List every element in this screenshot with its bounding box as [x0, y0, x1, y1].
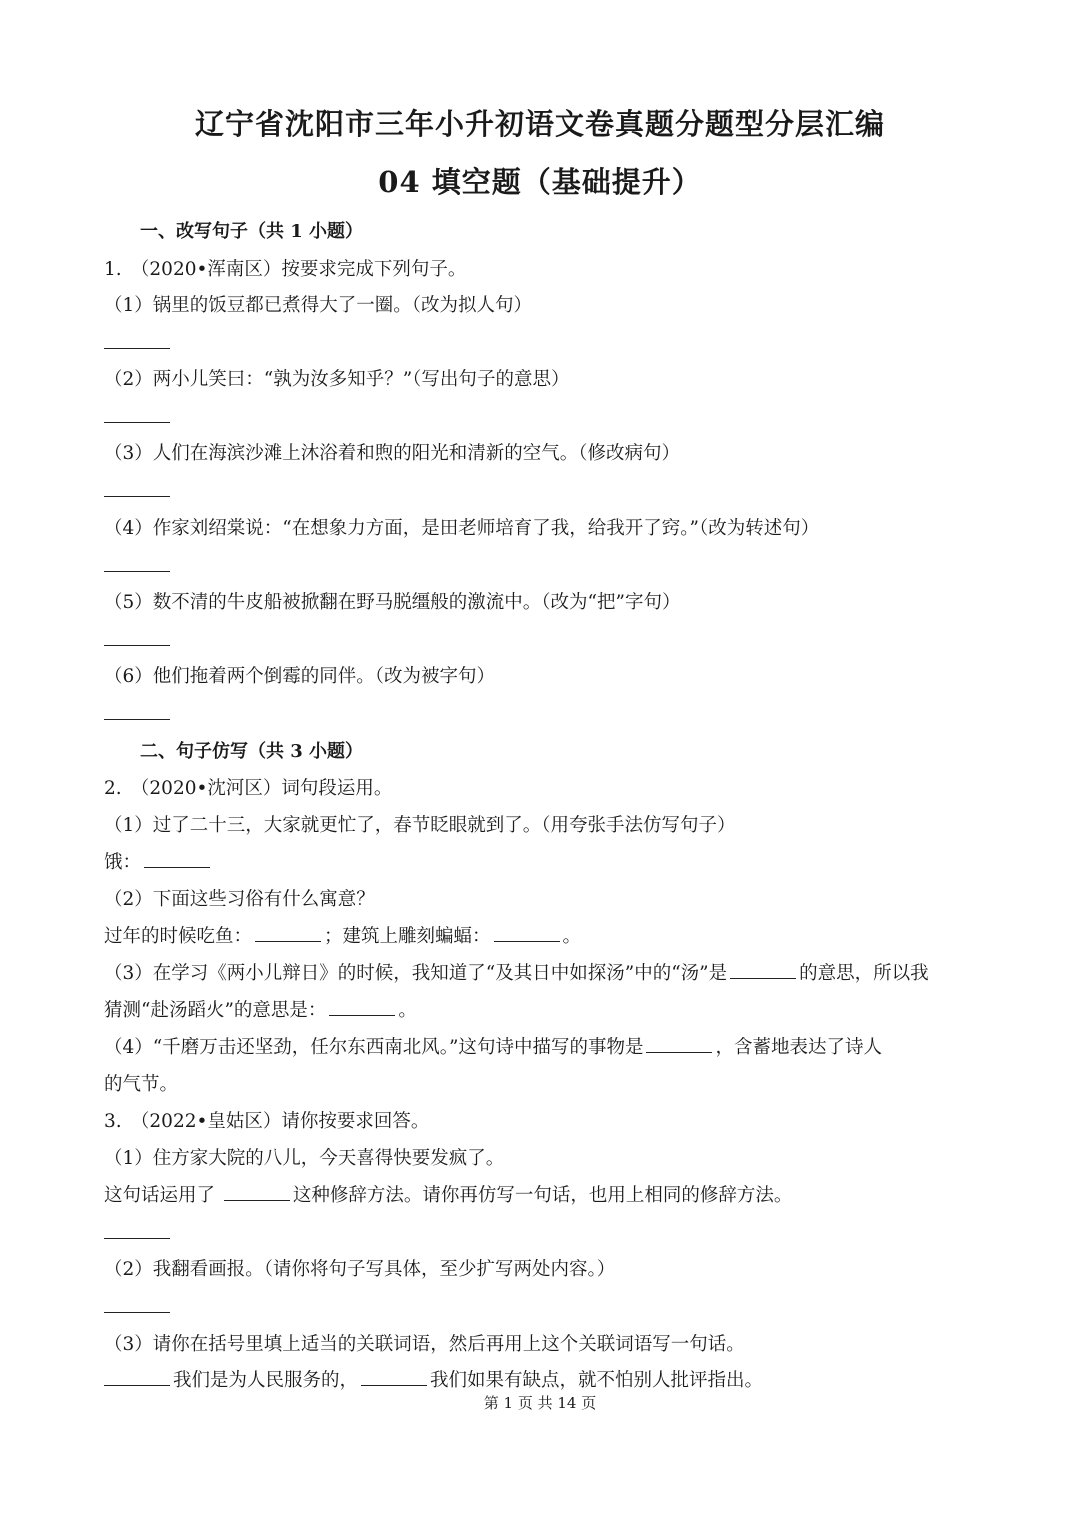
answer-blank[interactable]: [730, 962, 796, 979]
answer-blank[interactable]: [255, 925, 321, 942]
answer-blank[interactable]: [104, 719, 170, 720]
answer-blank[interactable]: [361, 1369, 427, 1386]
question-2-part-1: （1）过了二十三，大家就更忙了，春节眨眼就到了。（用夸张手法仿写句子）: [104, 815, 736, 836]
question-1-item-2: （2）两小儿笑曰：“孰为汝多知乎？”（写出句子的意思）: [104, 369, 570, 390]
question-2-part-1-answer: 饿：: [104, 848, 213, 874]
question-3-part-3: （3）请你在括号里填上适当的关联词语，然后再用上这个关联词语写一句话。: [104, 1334, 745, 1355]
question-2-part-3-cont: 猜测“赴汤蹈火”的意思是： 。: [104, 1000, 417, 1021]
question-3-part-2: （2）我翻看画报。（请你将句子写具体，至少扩写两处内容。）: [104, 1259, 616, 1280]
question-3-part-1: （1）住方家大院的八儿，今天喜得快要发疯了。: [104, 1148, 505, 1169]
question-2-part-2: （2）下面这些习俗有什么寓意？: [104, 889, 375, 910]
question-2-stem: 2. （2020•沈河区）词句段运用。: [104, 778, 393, 799]
question-3-part-1-b: 这句话运用了 这种修辞方法。请你再仿写一句话，也用上相同的修辞方法。: [104, 1185, 793, 1206]
answer-blank[interactable]: [104, 1369, 170, 1386]
answer-blank[interactable]: [104, 645, 170, 646]
answer-blank[interactable]: [104, 571, 170, 572]
document-title: 辽宁省沈阳市三年小升初语文卷真题分题型分层汇编: [194, 107, 885, 141]
question-1-item-6: （6）他们拖着两个倒霉的同伴。（改为被字句）: [104, 666, 496, 687]
answer-blank[interactable]: [104, 348, 170, 349]
answer-blank[interactable]: [494, 925, 560, 942]
question-2-part-4: （4）“千磨万击还坚劲，任尔东西南北风。”这句诗中描写的事物是 ，含蓄地表达了诗人: [104, 1037, 882, 1058]
question-1-item-1: （1）锅里的饭豆都已煮得大了一圈。（改为拟人句）: [104, 295, 533, 316]
document-subtitle: 04 填空题（基础提升）: [378, 165, 702, 199]
answer-blank[interactable]: [104, 422, 170, 423]
question-3-stem: 3. （2022•皇姑区）请你按要求回答。: [104, 1111, 430, 1132]
page-footer: 第 1 页 共 14 页: [483, 1394, 597, 1412]
question-2-part-2-answer: 过年的时候吃鱼： ；建筑上雕刻蝙蝠： 。: [104, 926, 582, 947]
question-1-stem: 1. （2020•浑南区）按要求完成下列句子。: [104, 259, 467, 280]
question-3-part-3-b: 我们是为人民服务的， 我们如果有缺点，就不怕别人批评指出。: [104, 1366, 763, 1392]
answer-blank[interactable]: [646, 1036, 712, 1053]
answer-blank[interactable]: [144, 851, 210, 868]
question-1-item-5: （5）数不清的牛皮船被掀翻在野马脱缰般的激流中。（改为“把”字句）: [104, 592, 681, 613]
answer-blank[interactable]: [329, 999, 395, 1016]
section-heading-2: 二、句子仿写（共 3 小题）: [140, 741, 364, 762]
section-heading-1: 一、改写句子（共 1 小题）: [140, 221, 364, 242]
question-1-item-4: （4）作家刘绍棠说：“在想象力方面，是田老师培育了我，给我开了窍。”（改为转述句）: [104, 518, 820, 539]
question-1-item-3: （3）人们在海滨沙滩上沐浴着和煦的阳光和清新的空气。（修改病句）: [104, 443, 681, 464]
question-2-part-4-cont: 的气节。: [104, 1074, 179, 1095]
answer-blank[interactable]: [224, 1184, 290, 1201]
answer-blank[interactable]: [104, 1238, 170, 1239]
answer-blank[interactable]: [104, 1312, 170, 1313]
question-2-part-3: （3）在学习《两小儿辩日》的时候，我知道了“及其日中如探汤”中的“汤”是 的意思，所以我: [104, 963, 929, 984]
answer-blank[interactable]: [104, 496, 170, 497]
